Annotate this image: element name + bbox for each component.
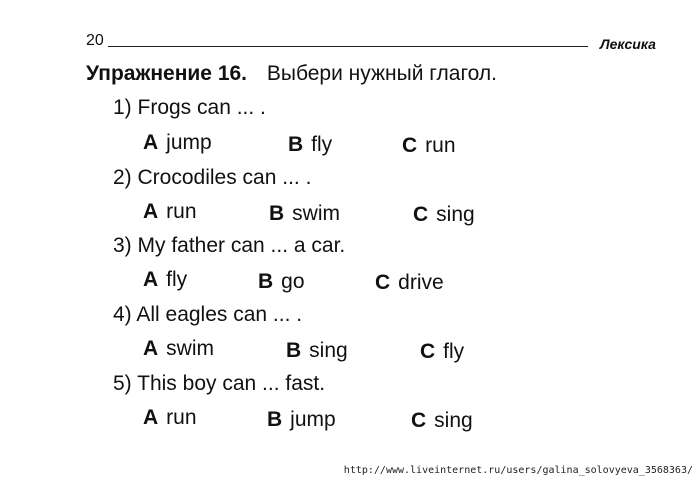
option-letter: A [143, 337, 159, 360]
option-letter: C [413, 203, 429, 226]
question-3-option-a [143, 268, 187, 292]
section-title: Лексика [600, 36, 656, 52]
option-letter: B [286, 339, 302, 362]
option-letter: C [375, 271, 391, 294]
page-number: 20 [86, 32, 104, 49]
question-4-option-a [143, 337, 214, 361]
question-1-option-b [288, 133, 332, 157]
option-letter: C [411, 409, 427, 432]
question-5-option-b [267, 408, 336, 432]
option-word: sing [436, 203, 475, 226]
option-word: sing [309, 339, 348, 362]
question-2: 2) Crocodiles can ... . [113, 166, 312, 189]
option-word: fly [166, 268, 188, 291]
option-word: sing [434, 409, 473, 432]
question-3: 3) My father can ... a car. [113, 234, 346, 257]
question-4-option-c [420, 340, 464, 364]
exercise-title: Упражнение 16. [86, 62, 248, 85]
option-letter: A [143, 406, 159, 429]
option-letter: B [288, 133, 304, 156]
exercise-instruction: Выбери нужный глагол. [266, 62, 497, 85]
option-word: jump [290, 408, 336, 431]
question-1: 1) Frogs can ... . [113, 96, 266, 119]
option-word: run [166, 406, 197, 429]
question-1-option-c [402, 134, 456, 158]
option-word: jump [166, 131, 212, 154]
question-5: 5) This boy can ... fast. [113, 372, 326, 395]
option-word: drive [398, 271, 444, 294]
option-letter: A [143, 200, 159, 223]
option-word: run [166, 200, 197, 223]
source-url: http://www.liveinternet.ru/users/galina_solovyeva_3568363/ [343, 465, 693, 476]
question-4-option-b [286, 339, 348, 363]
question-5-option-c [411, 409, 473, 433]
question-2-option-a [143, 200, 197, 224]
question-3-option-b [258, 270, 305, 294]
option-word: swim [166, 337, 214, 360]
option-letter: B [269, 202, 285, 225]
option-word: fly [443, 340, 465, 363]
exercise-line [86, 62, 497, 86]
option-letter: B [258, 270, 274, 293]
question-5-option-a [143, 406, 197, 430]
option-letter: A [143, 131, 159, 154]
option-letter: B [267, 408, 283, 431]
option-word: run [425, 134, 456, 157]
question-2-option-b [269, 202, 340, 226]
option-word: fly [311, 133, 333, 156]
option-letter: C [420, 340, 436, 363]
question-3-option-c [375, 271, 444, 295]
question-2-option-c [413, 203, 475, 227]
option-word: swim [292, 202, 340, 225]
question-4: 4) All eagles can ... . [113, 303, 303, 326]
question-1-option-a [143, 131, 212, 155]
option-word: go [281, 270, 305, 293]
option-letter: A [143, 268, 159, 291]
option-letter: C [402, 134, 418, 157]
header-rule [108, 46, 588, 47]
